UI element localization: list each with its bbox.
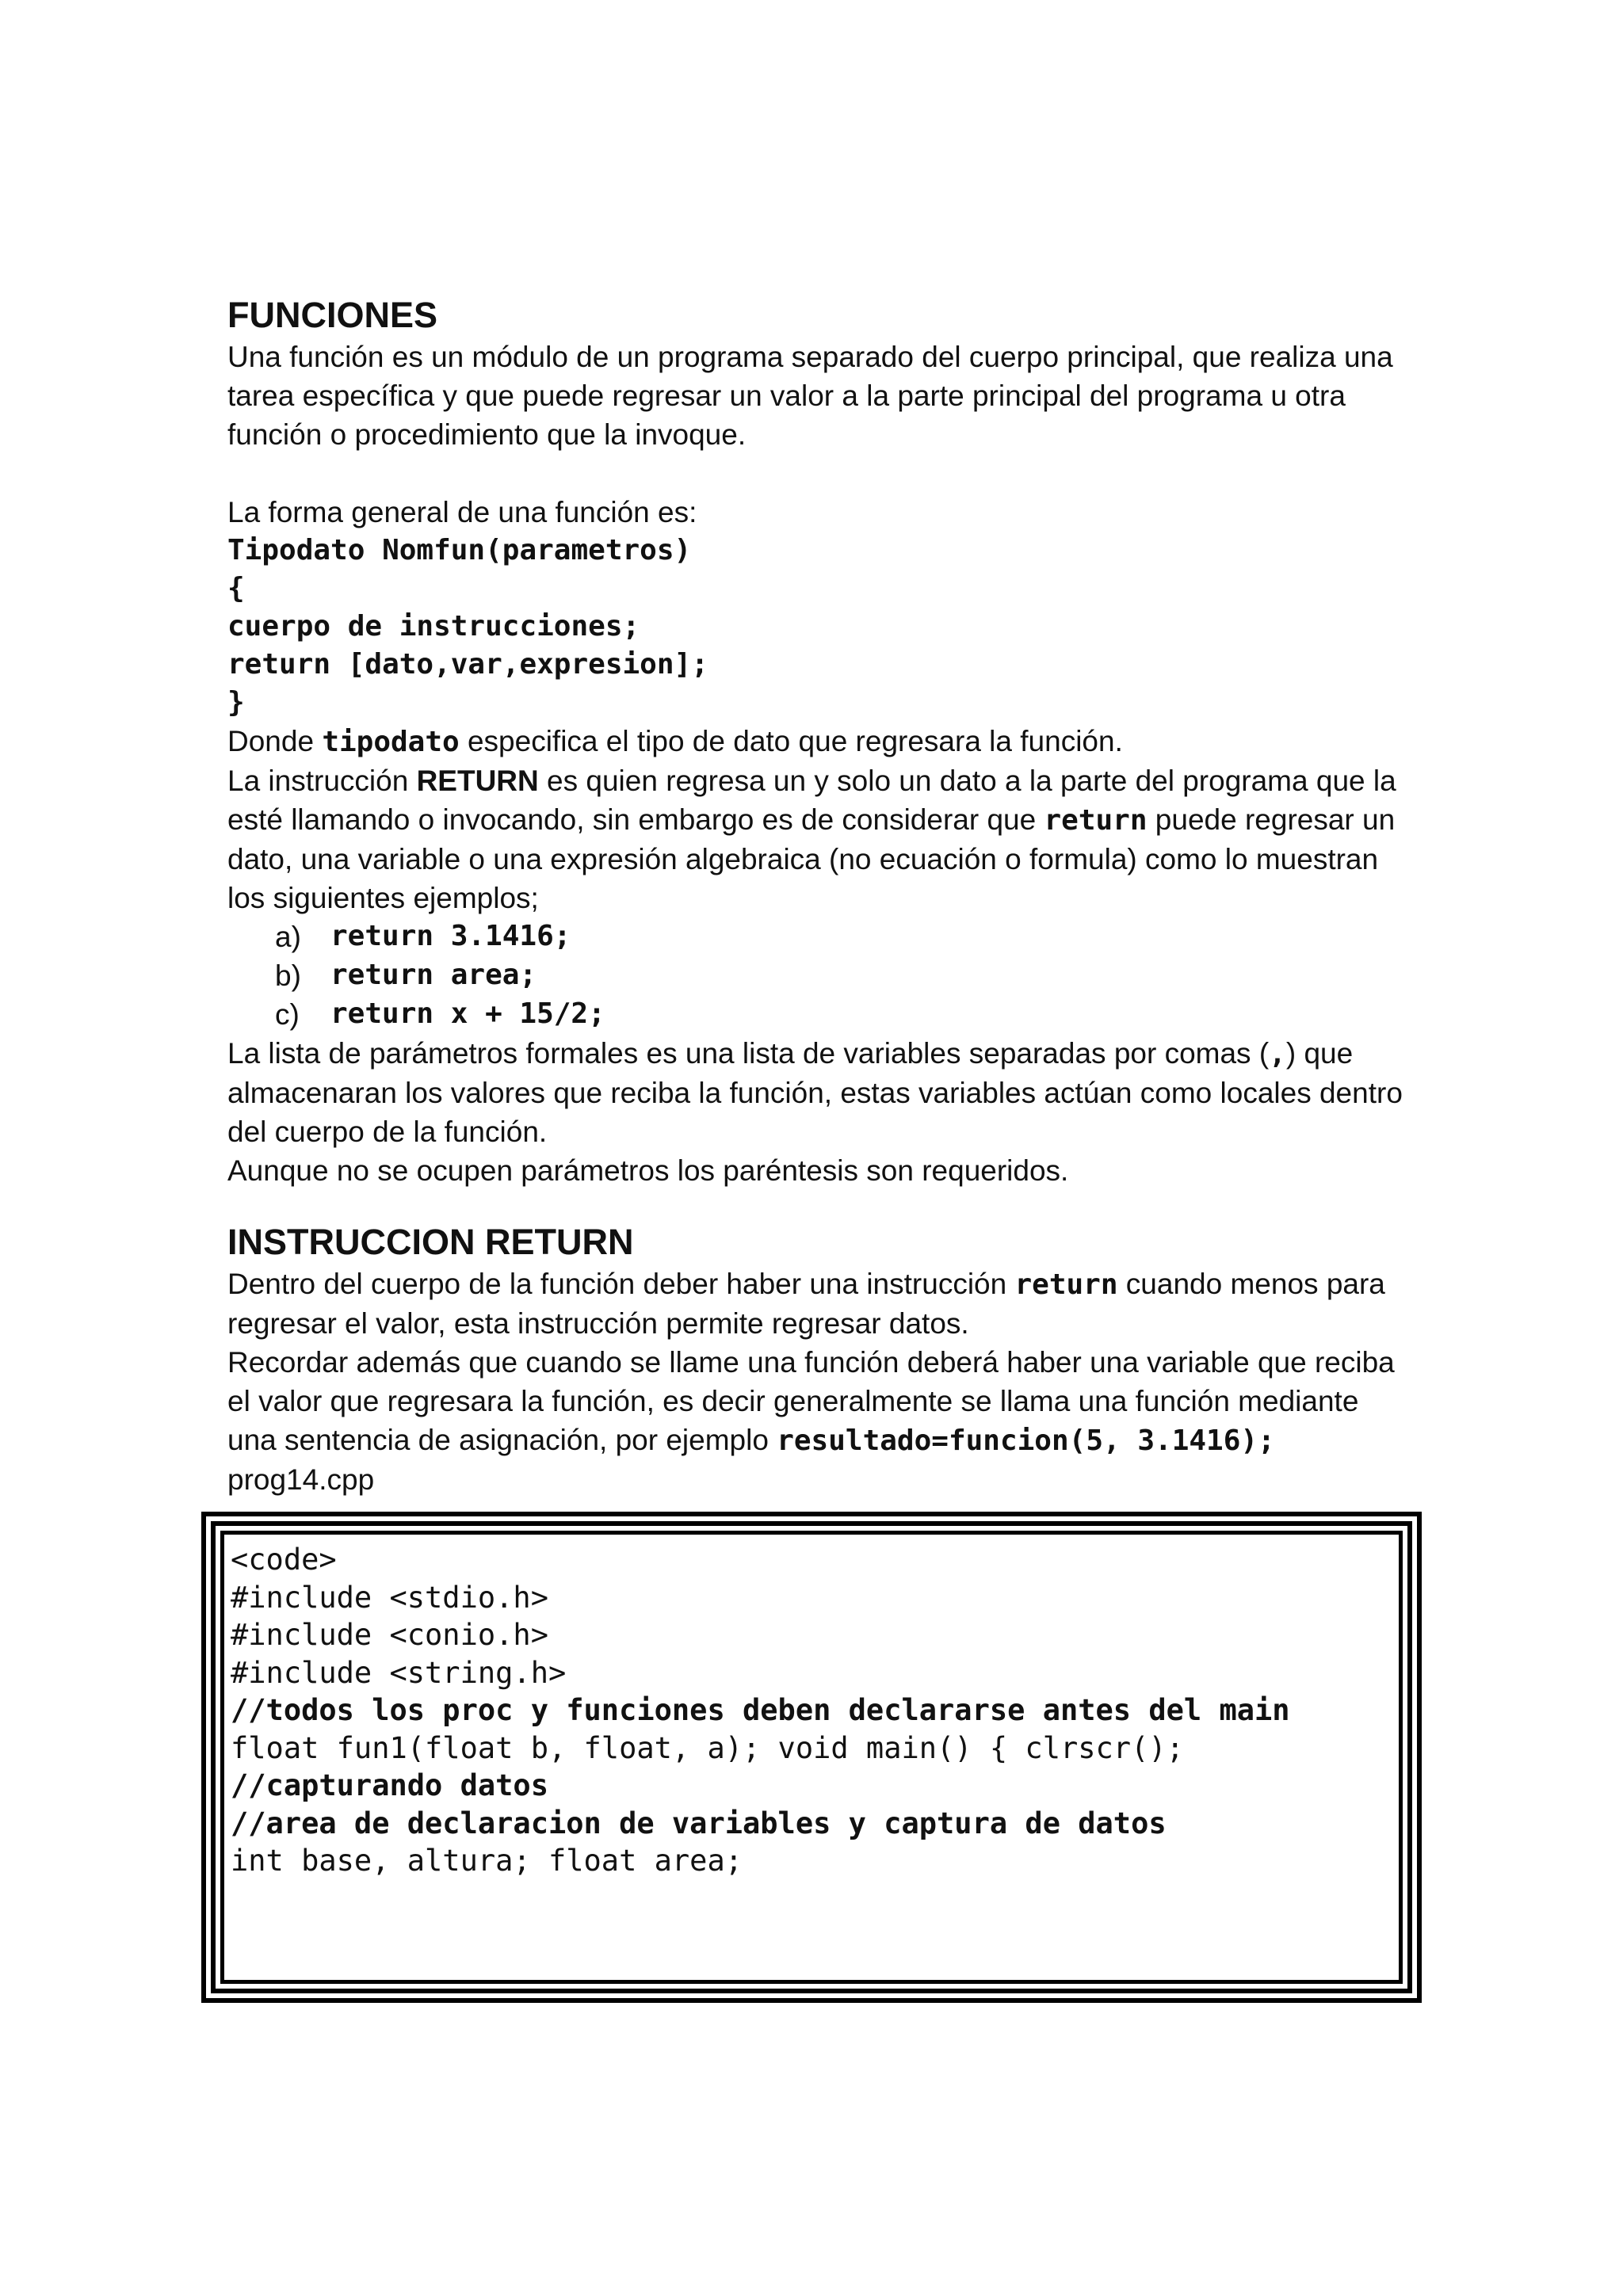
paragraph-line: el valor que regresara la función, es decir generalmente se llama una función mediante: [227, 1385, 1359, 1417]
paragraph-line: regresar el valor, esta instrucción permite regresar datos.: [227, 1307, 969, 1340]
paragraph-line: función o procedimiento que la invoque.: [227, 418, 747, 451]
syntax-line: {: [227, 572, 245, 605]
inline-code: return 3.1416;: [330, 920, 571, 952]
syntax-line: cuerpo de instrucciones;: [227, 610, 640, 643]
text: La lista de parámetros formales es una lista de variables separadas por comas (: [227, 1037, 1270, 1070]
filename: prog14.cpp: [227, 1463, 375, 1496]
text: especifica el tipo de dato que regresara la función.: [459, 725, 1123, 757]
section-title-funciones: FUNCIONES: [227, 295, 438, 335]
code-line: #include <conio.h>: [231, 1618, 548, 1652]
examples-list: [275, 917, 1416, 1034]
paragraph-line: almacenaran los valores que reciba la función, estas variables actúan como locales dentro: [227, 1077, 1403, 1109]
code-comment: //capturando datos: [231, 1768, 548, 1802]
code-comment: //area de declaracion de variables y captura de datos: [231, 1806, 1167, 1840]
paragraph-line: [227, 1034, 1416, 1074]
code-box-content: [220, 1531, 1403, 1984]
paragraph-line: los siguientes ejemplos;: [227, 882, 539, 914]
inline-code: tipodato: [322, 726, 460, 758]
list-marker: a): [275, 921, 301, 953]
text: Donde: [227, 725, 323, 757]
list-item: [275, 956, 1416, 995]
text: Dentro del cuerpo de la función deber haber una instrucción: [227, 1268, 1015, 1300]
text: una sentencia de asignación, por ejemplo: [227, 1424, 777, 1456]
list-marker: c): [275, 998, 300, 1031]
inline-keyword: RETURN: [416, 765, 539, 797]
code-line: <code>: [231, 1543, 337, 1577]
paragraph-line: del cuerpo de la función.: [227, 1116, 548, 1148]
list-item: [275, 995, 1416, 1034]
paragraph-line: [227, 722, 1416, 761]
inline-code: return area;: [330, 959, 537, 991]
content: [227, 293, 1416, 1499]
syntax-line: Tipodato Nomfun(parametros): [227, 534, 692, 566]
text: cuando menos para: [1117, 1268, 1385, 1300]
paragraph-line: dato, una variable o una expresión algebraica (no ecuación o formula) como lo muestran: [227, 843, 1379, 875]
inline-code: return x + 15/2;: [330, 997, 605, 1030]
code-line: #include <stdio.h>: [231, 1580, 548, 1615]
paragraph-line: Recordar además que cuando se llame una función deberá haber una variable que reciba: [227, 1346, 1395, 1379]
inline-code: ,: [1269, 1038, 1286, 1070]
section-title-return: INSTRUCCION RETURN: [227, 1222, 634, 1262]
syntax-line: return [dato,var,expresion];: [227, 648, 708, 681]
inline-code: return: [1014, 1268, 1118, 1301]
code-comment: //todos los proc y funciones deben declararse antes del main: [231, 1693, 1290, 1727]
paragraph-line: [227, 1264, 1416, 1304]
code-box: [201, 1512, 1422, 2003]
paragraph-line: [227, 761, 1416, 800]
paragraph-line: Una función es un módulo de un programa separado del cuerpo principal, que realiza una: [227, 341, 1393, 373]
text: ) que: [1285, 1037, 1354, 1070]
list-marker: b): [275, 959, 301, 992]
paragraph-line: [227, 1421, 1416, 1460]
code-line: #include <string.h>: [231, 1655, 567, 1690]
code-box-frame: [211, 1521, 1412, 1993]
text: esté llamando o invocando, sin embargo es de considerar que: [227, 803, 1044, 836]
inline-code: return: [1044, 804, 1148, 837]
text: puede regresar un: [1147, 803, 1396, 836]
paragraph-line: [227, 800, 1416, 840]
code-line: float fun1(float b, float, a); void main() { clrscr();: [231, 1730, 1184, 1765]
paragraph-line: tarea específica y que puede regresar un valor a la parte principal del programa u otra: [227, 379, 1346, 412]
paragraph-line: Aunque no se ocupen parámetros los paréntesis son requeridos.: [227, 1154, 1069, 1187]
general-form-line: La forma general de una función es:: [227, 496, 697, 528]
text: es quien regresa un y solo un dato a la parte del programa que la: [538, 765, 1396, 797]
text: La instrucción: [227, 765, 417, 797]
syntax-line: }: [227, 686, 245, 719]
list-item: [275, 917, 1416, 956]
spacer: [227, 454, 1416, 493]
inline-code: resultado=funcion(5, 3.1416);: [777, 1425, 1275, 1457]
spacer: [227, 1190, 1416, 1220]
code-line: int base, altura; float area;: [231, 1844, 743, 1878]
